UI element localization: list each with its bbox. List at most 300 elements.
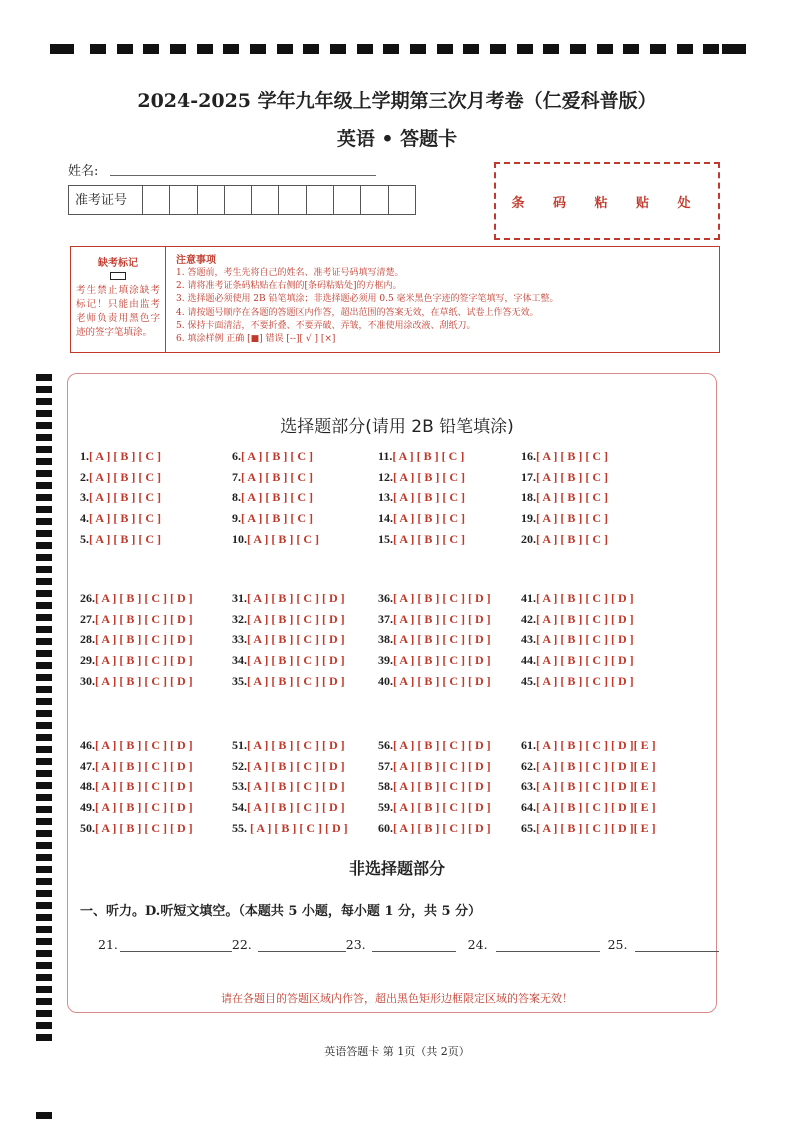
answer-bubbles[interactable]: [ A ] [ B ] [ C ] [ D ] [95, 779, 193, 794]
answer-item[interactable] [378, 759, 491, 774]
question-number: 32. [232, 611, 247, 626]
answer-bubbles[interactable]: [ A ] [ B ] [ C ] [ D ] [247, 758, 345, 773]
question-number: 55. [232, 820, 250, 835]
timing-mark [36, 566, 52, 573]
notice-box [166, 246, 720, 353]
answer-item[interactable] [521, 779, 656, 794]
question-number: 43. [521, 632, 536, 647]
ticket-cell[interactable] [307, 186, 334, 214]
notice-item: 5. 保持卡面清洁，不要折叠、不要弄破、弄皱，不准使用涂改液、刮纸刀。 [176, 320, 476, 331]
nonchoice-section-title: 非选择题部分 [348, 859, 445, 878]
notice-item: 1. 答题前，考生先将自己的姓名、准考证号码填写清楚。 [176, 268, 404, 278]
question-number: 51. [232, 738, 247, 752]
timing-mark [36, 902, 52, 909]
timing-mark [36, 398, 52, 405]
answer-bubbles[interactable]: [ A ] [ B ] [ C ] [ D ] [247, 591, 345, 605]
question-number: 53. [232, 779, 247, 794]
timing-mark [517, 44, 533, 54]
ticket-cell[interactable] [279, 186, 306, 214]
question-number: 29. [80, 653, 95, 668]
timing-mark [36, 374, 52, 381]
answer-item[interactable] [80, 674, 193, 689]
answer-bubbles[interactable]: [ A ] [ B ] [ C ] [ D ] [536, 653, 634, 668]
answer-item[interactable] [521, 759, 656, 774]
timing-mark [36, 938, 52, 945]
timing-mark [36, 842, 52, 849]
answer-item[interactable] [80, 470, 161, 485]
timing-mark [330, 44, 346, 54]
timing-mark [303, 44, 319, 54]
answer-bubbles[interactable]: [ A ] [ B ] [ C ] [ D ] [393, 758, 491, 773]
answer-bubbles[interactable]: [ A ] [ B ] [ C ] [89, 449, 161, 463]
timing-mark [277, 44, 293, 54]
answer-bubbles[interactable]: [ A ] [ B ] [ C ] [ D ] [95, 758, 193, 773]
answer-bubbles[interactable]: [ A ] [ B ] [ C ] [ D ] [536, 611, 634, 626]
question-number: 11. [378, 449, 393, 463]
timing-mark [36, 542, 52, 549]
answer-bubbles[interactable]: [ A ] [ B ] [ C ] [ D ][ E ] [536, 800, 656, 815]
timing-mark [490, 44, 506, 54]
answer-item[interactable] [378, 511, 465, 526]
question-number: 61. [521, 738, 536, 752]
notice-heading: 注意事项 [176, 255, 216, 266]
question-number: 63. [521, 779, 536, 794]
answer-item[interactable] [378, 612, 491, 627]
absent-checkbox[interactable] [110, 272, 126, 280]
answer-item[interactable] [378, 800, 491, 815]
question-number: 42. [521, 611, 536, 626]
ticket-label: 准考证号 [69, 186, 143, 214]
answer-bubbles[interactable]: [ A ] [ B ] [ C ] [ D ] [247, 632, 345, 647]
answer-bubbles[interactable]: [ A ] [ B ] [ C ] [241, 449, 313, 463]
timing-mark [170, 44, 186, 54]
answer-bubbles[interactable]: [ A ] [ B ] [ C ] [ D ] [393, 611, 491, 626]
answer-item[interactable] [232, 779, 345, 794]
question-number: 56. [378, 738, 393, 752]
answer-item[interactable] [80, 449, 161, 464]
answer-item[interactable] [521, 612, 634, 627]
answer-bubbles[interactable]: [ A ] [ B ] [ C ] [536, 449, 608, 463]
answer-bubbles[interactable]: [ A ] [ B ] [ C ] [ D ] [247, 653, 345, 668]
answer-item[interactable] [232, 470, 313, 485]
ticket-cell[interactable] [361, 186, 388, 214]
timing-mark [36, 878, 52, 885]
question-number: 34. [232, 653, 247, 668]
answer-bubbles[interactable]: [ A ] [ B ] [ C ] [ D ] [393, 653, 491, 668]
question-number: 35. [232, 673, 247, 688]
answer-bubbles[interactable]: [ A ] [ B ] [ C ] [ D ] [95, 800, 193, 815]
answer-item[interactable] [521, 591, 634, 606]
answer-bubbles[interactable]: [ A ] [ B ] [ C ] [ D ][ E ] [536, 779, 656, 794]
left-timing-marks [36, 374, 52, 1074]
answer-item[interactable] [80, 532, 161, 547]
timing-mark [36, 950, 52, 957]
question-number: 20. [521, 531, 536, 546]
answer-bubbles[interactable]: [ A ] [ B ] [ C ] [241, 511, 313, 526]
answer-item[interactable] [80, 591, 193, 606]
timing-mark [36, 926, 52, 933]
answer-item[interactable] [80, 800, 193, 815]
notice-item: 3. 选择题必须使用 2B 铅笔填涂；非选择题必须用 0.5 毫米黑色字迹的签字笔填写，字体工整。 [176, 294, 559, 305]
question-number: 45. [521, 673, 536, 688]
question-number: 7. [232, 469, 241, 484]
question-number: 48. [80, 779, 95, 794]
timing-mark [143, 44, 159, 54]
answer-bubbles[interactable]: [ A ] [ B ] [ C ] [536, 469, 608, 484]
ticket-number-grid[interactable] [68, 185, 416, 215]
question-number: 6. [232, 449, 241, 463]
question-number: 1. [80, 449, 89, 463]
timing-mark [650, 44, 666, 54]
answer-item[interactable] [521, 674, 634, 689]
answer-item[interactable] [521, 511, 608, 526]
question-number: 38. [378, 632, 393, 647]
question-number: 10. [232, 531, 247, 546]
timing-mark [463, 44, 479, 54]
timing-mark [383, 44, 399, 54]
timing-mark [36, 914, 52, 921]
timing-mark [36, 806, 52, 813]
question-number: 30. [80, 673, 95, 688]
answer-item[interactable] [232, 800, 345, 815]
question-number: 16. [521, 449, 536, 463]
timing-mark [36, 1112, 52, 1119]
answer-bubbles[interactable]: [ A ] [ B ] [ C ] [392, 449, 465, 463]
timing-mark [703, 44, 719, 54]
ticket-cell[interactable] [334, 186, 361, 214]
answer-bubbles[interactable]: [ A ] [ B ] [ C ] [241, 469, 313, 484]
answer-bubbles[interactable]: [ A ] [ B ] [ C ] [ D ] [247, 800, 345, 815]
timing-mark [36, 1034, 52, 1041]
blank-number: 22. [231, 937, 252, 952]
timing-mark [36, 818, 52, 825]
question-number: 59. [378, 800, 393, 815]
answer-bubbles[interactable]: [ A ] [ B ] [ C ] [393, 531, 465, 546]
timing-mark [36, 482, 52, 489]
question-number: 2. [80, 469, 89, 484]
timing-mark [36, 830, 52, 837]
timing-mark [36, 962, 52, 969]
answer-bubbles[interactable]: [ A ] [ B ] [ C ] [ D ] [247, 738, 345, 752]
answer-bubbles[interactable]: [ A ] [ B ] [ C ] [ D ] [393, 632, 491, 647]
answer-bubbles[interactable]: [ A ] [ B ] [ C ] [536, 490, 608, 505]
ticket-cell[interactable] [389, 186, 415, 214]
answer-bubbles[interactable]: [ A ] [ B ] [ C ] [ D ] [536, 632, 634, 647]
answer-blank[interactable] [258, 937, 346, 952]
answer-item[interactable] [378, 653, 491, 668]
question-number: 4. [80, 511, 89, 526]
answer-bubbles[interactable]: [ A ] [ B ] [ C ] [ D ] [393, 673, 491, 688]
card-subtitle: 英语 • 答题卡 [336, 128, 458, 150]
top-timing-marks [50, 42, 746, 56]
timing-mark [36, 638, 52, 645]
timing-mark [36, 770, 52, 777]
timing-mark [36, 890, 52, 897]
question-number: 33. [232, 632, 247, 647]
notice-item: 2. 请将准考证条码粘贴在右侧的[条码粘贴处]的方框内。 [176, 281, 402, 292]
question-number: 27. [80, 611, 95, 626]
timing-mark [410, 44, 426, 54]
timing-mark [36, 746, 52, 753]
blank-number: 25. [607, 937, 628, 952]
question-number: 47. [80, 758, 95, 773]
question-number: 65. [521, 820, 536, 835]
answer-item[interactable] [232, 738, 345, 753]
question-number: 19. [521, 511, 536, 526]
answer-item[interactable] [232, 511, 313, 526]
timing-mark [36, 758, 52, 765]
question-number: 18. [521, 490, 536, 505]
answer-item[interactable] [232, 674, 345, 689]
timing-mark [570, 44, 586, 54]
answer-item[interactable] [80, 612, 193, 627]
answer-item[interactable] [521, 449, 608, 464]
answer-bubbles[interactable]: [ A ] [ B ] [ C ] [ D ] [95, 591, 193, 605]
timing-mark [437, 44, 453, 54]
answer-item[interactable] [232, 591, 345, 606]
question-number: 50. [80, 820, 95, 835]
answer-bubbles[interactable]: [ A ] [ B ] [ C ] [393, 511, 465, 526]
answer-blank[interactable] [496, 937, 600, 952]
answer-bubbles[interactable]: [ A ] [ B ] [ C ] [393, 469, 465, 484]
question-number: 12. [378, 469, 393, 484]
answer-item[interactable] [232, 632, 345, 647]
timing-mark [36, 614, 52, 621]
timing-mark [36, 710, 52, 717]
question-number: 9. [232, 511, 241, 526]
answer-bubbles[interactable]: [ A ] [ B ] [ C ] [89, 511, 161, 526]
question-number: 60. [378, 820, 393, 835]
answer-item[interactable] [521, 532, 608, 547]
answer-bubbles[interactable]: [ A ] [ B ] [ C ] [ D ][ E ] [536, 758, 656, 773]
ticket-cell[interactable] [143, 186, 170, 214]
answer-bubbles[interactable]: [ A ] [ B ] [ C ] [ D ] [95, 820, 193, 835]
answer-item[interactable] [232, 759, 345, 774]
ticket-cell[interactable] [225, 186, 252, 214]
answer-bubbles[interactable]: [ A ] [ B ] [ C ] [ D ] [95, 738, 193, 752]
timing-mark [36, 518, 52, 525]
question-number: 62. [521, 758, 536, 773]
question-number: 39. [378, 653, 393, 668]
answer-item[interactable] [521, 653, 634, 668]
answer-item[interactable] [232, 612, 345, 627]
answer-bubbles[interactable]: [ A ] [ B ] [ C ] [ D ] [95, 632, 193, 647]
answer-item[interactable] [80, 632, 193, 647]
answer-item[interactable] [521, 738, 656, 753]
answer-bubbles[interactable]: [ A ] [ B ] [ C ] [ D ][ E ] [536, 738, 656, 752]
answer-bubbles[interactable]: [ A ] [ B ] [ C ] [241, 490, 313, 505]
answer-blank[interactable] [372, 937, 456, 952]
timing-mark [36, 602, 52, 609]
answer-blank[interactable] [635, 937, 719, 952]
answer-item[interactable] [80, 653, 193, 668]
question-number: 46. [80, 738, 95, 752]
answer-item[interactable] [378, 821, 491, 836]
blank-number: 21. [98, 937, 118, 952]
exam-title: 2024-2025 学年九年级上学期第三次月考卷（仁爱科普版） [137, 90, 657, 112]
absent-text: 考生禁止填涂缺考标记！只能由监考老师负责用黑色字迹的签字笔填涂。 [76, 285, 160, 338]
answer-bubbles[interactable]: [ A ] [ B ] [ C ] [247, 531, 319, 546]
ticket-cell[interactable] [252, 186, 279, 214]
absent-heading: 缺考标记 [98, 258, 138, 269]
answer-item[interactable] [521, 632, 634, 647]
timing-mark [36, 470, 52, 477]
question-number: 54. [232, 800, 247, 815]
timing-mark [36, 650, 52, 657]
timing-mark [90, 44, 106, 54]
timing-mark [357, 44, 373, 54]
question-number: 41. [521, 591, 536, 605]
answer-bubbles[interactable]: [ A ] [ B ] [ C ] [ D ] [247, 673, 345, 688]
timing-mark [36, 794, 52, 801]
question-number: 17. [521, 469, 536, 484]
answer-bubbles[interactable]: [ A ] [ B ] [ C ] [ D ] [536, 591, 634, 605]
listening-blanks [98, 937, 698, 952]
answer-item[interactable] [378, 779, 491, 794]
question-number: 8. [232, 490, 241, 505]
timing-mark [50, 44, 74, 54]
answer-item[interactable] [378, 490, 465, 505]
timing-mark [36, 722, 52, 729]
timing-mark [36, 974, 52, 981]
barcode-area: 条 码 粘 贴 处 [494, 162, 720, 240]
answer-bubbles[interactable]: [ A ] [ B ] [ C ] [ D ][ E ] [536, 820, 656, 835]
answer-item[interactable] [378, 470, 465, 485]
answer-bubbles[interactable]: [ A ] [ B ] [ C ] [536, 511, 608, 526]
answer-item[interactable] [80, 738, 193, 753]
question-number: 44. [521, 653, 536, 668]
answer-item[interactable] [378, 674, 491, 689]
question-number: 37. [378, 611, 393, 626]
timing-mark [36, 674, 52, 681]
answer-bubbles[interactable]: [ A ] [ B ] [ C ] [ D ] [247, 779, 345, 794]
timing-mark [36, 1010, 52, 1017]
answer-bubbles[interactable]: [ A ] [ B ] [ C ] [ D ] [393, 800, 491, 815]
answer-item[interactable] [232, 490, 313, 505]
blank-number: 23. [345, 937, 366, 952]
answer-item[interactable] [232, 821, 348, 836]
name-label: 姓名: [68, 164, 99, 179]
question-number: 31. [232, 591, 247, 605]
timing-mark [36, 1022, 52, 1029]
choice-section-title: 选择题部分(请用 2B 铅笔填涂) [280, 417, 514, 437]
timing-mark [36, 386, 52, 393]
timing-mark [250, 44, 266, 54]
timing-mark [36, 590, 52, 597]
name-field[interactable] [110, 175, 376, 176]
answer-bubbles[interactable]: [ A ] [ B ] [ C ] [ D ] [95, 611, 193, 626]
absent-mark-box [70, 246, 166, 353]
timing-mark [36, 662, 52, 669]
answer-item[interactable] [521, 821, 656, 836]
timing-mark [36, 494, 52, 501]
answer-bubbles[interactable]: [ A ] [ B ] [ C ] [393, 490, 465, 505]
question-number: 36. [378, 591, 393, 605]
question-number: 58. [378, 779, 393, 794]
answer-item[interactable] [80, 759, 193, 774]
question-number: 64. [521, 800, 536, 815]
answer-item[interactable] [378, 449, 464, 464]
question-number: 57. [378, 758, 393, 773]
answer-item[interactable] [232, 449, 313, 464]
answer-bubbles[interactable]: [ A ] [ B ] [ C ] [89, 469, 161, 484]
answer-item[interactable] [378, 591, 491, 606]
answer-bubbles[interactable]: [ A ] [ B ] [ C ] [ D ] [95, 653, 193, 668]
question-number: 3. [80, 490, 89, 505]
question-number: 52. [232, 758, 247, 773]
listening-instruction: 一、听力。D.听短文填空。（本题共 5 小题，每小题 1 分，共 5 分） [80, 904, 482, 919]
timing-mark [722, 44, 746, 54]
blank-number: 24. [467, 937, 488, 952]
answer-bubbles[interactable]: [ A ] [ B ] [ C ] [ D ] [393, 738, 491, 752]
timing-mark [543, 44, 559, 54]
answer-bubbles[interactable]: [ A ] [ B ] [ C ] [ D ] [95, 673, 193, 688]
answer-bubbles[interactable]: [ A ] [ B ] [ C ] [536, 531, 608, 546]
timing-mark [623, 44, 639, 54]
timing-mark [117, 44, 133, 54]
timing-mark [36, 782, 52, 789]
timing-mark [36, 530, 52, 537]
answer-item[interactable] [521, 800, 656, 815]
page-footer: 英语答题卡 第 1页（共 2页） [324, 1045, 470, 1058]
answer-bubbles[interactable]: [ A ] [ B ] [ C ] [89, 531, 161, 546]
boundary-warning: 请在各题目的答题区域内作答，超出黑色矩形边框限定区域的答案无效！ [221, 992, 573, 1005]
timing-mark [197, 44, 213, 54]
timing-mark [36, 458, 52, 465]
answer-bubbles[interactable]: [ A ] [ B ] [ C ] [ D ] [393, 779, 491, 794]
question-number: 49. [80, 800, 95, 815]
notice-item: 4. 请按题号顺序在各题的答题区内作答，超出范围的答案无效，在草纸、试卷上作答无效。 [176, 307, 539, 318]
answer-bubbles[interactable]: [ A ] [ B ] [ C ] [ D ] [536, 673, 634, 688]
answer-item[interactable] [521, 470, 608, 485]
answer-item[interactable] [521, 490, 608, 505]
answer-item[interactable] [378, 532, 465, 547]
ticket-cell[interactable] [198, 186, 225, 214]
timing-mark [36, 506, 52, 513]
answer-bubbles[interactable]: [ A ] [ B ] [ C ] [ D ] [393, 820, 491, 835]
timing-mark [36, 698, 52, 705]
answer-bubbles[interactable]: [ A ] [ B ] [ C ] [ D ] [247, 611, 345, 626]
question-number: 26. [80, 591, 95, 605]
notice-item: 6. 填涂样例 正确 [■] 错误 [--][ √ ] [×] [176, 334, 336, 345]
answer-item[interactable] [80, 779, 193, 794]
question-number: 28. [80, 632, 95, 647]
timing-mark [677, 44, 693, 54]
answer-bubbles[interactable]: [ A ] [ B ] [ C ] [89, 490, 161, 505]
question-number: 13. [378, 490, 393, 505]
question-number: 40. [378, 673, 393, 688]
answer-item[interactable] [378, 632, 491, 647]
answer-item[interactable] [80, 821, 193, 836]
question-number: 15. [378, 531, 393, 546]
answer-item[interactable] [232, 653, 345, 668]
answer-bubbles[interactable]: [ A ] [ B ] [ C ] [ D ] [393, 591, 491, 605]
timing-mark [597, 44, 613, 54]
timing-mark [36, 446, 52, 453]
ticket-cell[interactable] [170, 186, 197, 214]
answer-item[interactable] [232, 532, 319, 547]
answer-bubbles[interactable]: [ A ] [ B ] [ C ] [ D ] [250, 820, 348, 835]
timing-mark [223, 44, 239, 54]
timing-mark [36, 626, 52, 633]
timing-mark [36, 554, 52, 561]
answer-blank[interactable] [120, 937, 232, 952]
timing-mark [36, 686, 52, 693]
timing-mark [36, 578, 52, 585]
answer-item[interactable] [80, 511, 161, 526]
answer-item[interactable] [378, 738, 491, 753]
answer-item[interactable] [80, 490, 161, 505]
